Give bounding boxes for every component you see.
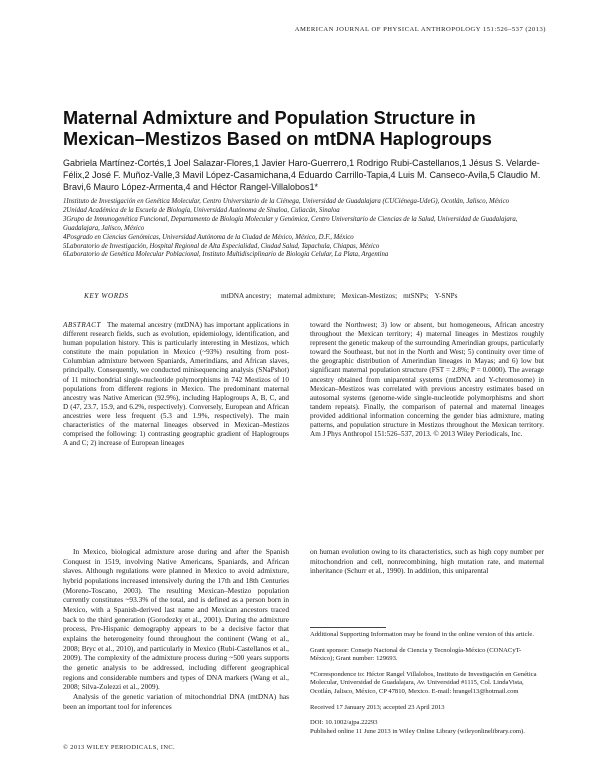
abstract-left — [63, 321, 289, 448]
footnote-grant: Grant sponsor: Consejo Nacional de Ciencia y Tecnología-México (CONACyT-México); Grant number: 129693. — [310, 646, 522, 663]
affiliations — [63, 198, 543, 260]
keywords — [84, 292, 544, 302]
abstract-label: ABSTRACT — [63, 321, 101, 329]
footnote-divider — [310, 627, 386, 628]
abstract-copyright: © 2013 Wiley Periodicals, Inc. — [433, 430, 523, 439]
abstract-text-cont: toward the Northwest; 3) low or absent, but homogeneous, African ancestry throughout the Mexican territory; 4) maternal lineages in Mestizos roughly represent the genetic makeup of the surrounding Amerindian groups, particularly toward the Southeast, but not in the North and West; 5) continuity over time of the geographic distribution of Amerindian lineages in Mayas; and 6) low but significant maternal population structure (FST = 2.8%; P = 0.0000). The average ancestry obtained from uniparental systems (mtDNA and Y-chromosome) in Mexican–Mestizos was correlated with previous ancestry estimates based on autosomal systems (genome-wide single-nucleotide polymorphisms and short tandem repeats). Finally, the comparison of paternal and maternal lineages provided additional information concerning the gender bias admixture, mating patterns, and population structure in Mestizos throughout the Mexican territory. Am J Phys Anthropol 151:526–537, 2013. — [310, 321, 544, 439]
keywords-label: KEY WORDS — [84, 292, 129, 300]
keywords-list — [221, 292, 541, 302]
footnotes — [310, 631, 544, 743]
affiliation: 2Unidad Académica de la Escuela de Biología, Universidad Autónoma de Sinaloa, Culiacán, Sinaloa — [63, 206, 340, 214]
keyword: Y-SNPs — [434, 292, 458, 300]
affiliation: 5Laboratorio de Investigación, Hospital Regional de Alta Especialidad, Ciudad Salud, Tapachula, Chiapas, México — [63, 242, 380, 250]
affiliation: 1Instituto de Investigación en Genética Molecular, Centro Universitario de la Ciénega, Universidad de Guadalajara (CUCiénega-UdeG), Ocotlán, Jalisco, México — [63, 198, 509, 205]
body-paragraph: on human evolution owing to its characteristics, such as high copy number per mitochondrion and cell, nonrecombining, high mutation rate, and maternal inheritance (Schurr et al., 1990). In addition, this uniparental — [310, 547, 544, 576]
abstract-right — [310, 321, 544, 439]
keyword: mtSNPs; — [403, 292, 429, 300]
keyword: mtDNA ancestry; — [221, 292, 272, 300]
keyword: Mexican-Mestizos; — [341, 292, 398, 300]
footnote-received: Received 17 January 2013; accepted 23 April 2013 — [310, 703, 445, 711]
footnote-doi: DOI: 10.1002/ajpa.22293 — [310, 719, 378, 727]
page-copyright: © 2013 WILEY PERIODICALS, INC. — [63, 744, 175, 751]
abstract-text: The maternal ancestry (mtDNA) has important applications in different research fields, such as evolution, epidemiology, identification, and human population history. This is particularly interesting in Mestizos, which constitute the main population in Mexico (~93%) resulting from post-Columbian admixture between Spaniards, Amerindians, and African slaves, principally. Consequently, we conducted minisequencing analysis (SNaPshot) of 11 mitochondrial single-nucleotide polymorphisms in 742 Mestizos of 10 populations from different regions in Mexico. The predominant maternal ancestry was Native American (92.9%), including Haplogroups A, B, C, and D (47, 23.7, 15.9, and 6.2%, respectively). Conversely, European and African ancestries were less frequent (5.3 and 1.9%, respectively). The main characteristics of the maternal lineages observed in Mexican–Mestizos comprised the following: 1) contrasting geographic gradient of Haplogroups A and C; 2) increase of European lineages — [63, 321, 289, 448]
affiliation: 3Grupo de Inmunogenética Funcional, Departamento de Biología Molecular y Genómica, Centro Universitario de Ciencias de la Salud, Universidad de Guadalajara, Guadalajara, Jalisco, México — [63, 215, 518, 232]
body-paragraph: Analysis of the genetic variation of mitochondrial DNA (mtDNA) has been an important tool for inferences — [63, 691, 289, 711]
footnote-correspondence: *Correspondence to: Héctor Rangel Villalobos, Instituto de Investigación en Genética Molecular, Universidad de Guadalajara, Av. Universidad #1115, Col. LindaVista, Ocotlán, Jalisco, México, CP 47810, Mexico. E-mail: hrangel13@hotmail.com — [310, 670, 537, 695]
footnote-published: Published online 11 June 2013 in Wiley Online Library (wileyonlinelibrary.com). — [310, 727, 525, 735]
article-title: Maternal Admixture and Population Structure in Mexican–Mestizos Based on mtDNA Haplogroups — [63, 108, 492, 149]
author-list: Gabriela Martínez-Cortés,1 Joel Salazar-Flores,1 Javier Haro-Guerrero,1 Rodrigo Rubi-Castellanos,1 Jésus S. Velarde-Félix,2 José F. Muñoz-Valle,3 Mavil López-Casamichana,4 Eduardo Carrillo-Tapia,4 Luis M. Canseco-Avila,5 Claudio M. Bravi,6 Mauro López-Armenta,4 and Héctor Rangel-Villalobos1* — [63, 158, 541, 193]
journal-header: AMERICAN JOURNAL OF PHYSICAL ANTHROPOLOGY 151:526–537 (2013) — [294, 26, 546, 33]
footnote-supporting: Additional Supporting Information may be found in the online version of this article. — [310, 631, 534, 638]
affiliation: 4Posgrado en Ciencias Genómicas, Universidad Autónoma de la Ciudad de México, México, D.F., México — [63, 233, 354, 241]
keyword: maternal admixture; — [277, 292, 336, 300]
body-column-right — [310, 547, 544, 576]
body-column-left — [63, 547, 289, 711]
affiliation: 6Laboratorio de Genética Molecular Poblacional, Instituto Multidisciplinario de Biología Celular, La Plata, Argentina — [63, 251, 389, 259]
body-paragraph: In Mexico, biological admixture arose during and after the Spanish Conquest in 1519, involving Native Americans, Spaniards, and African slaves. Although regulations were planned in Mexico to avoid admixture, hybrid populations increased intensively during the 17th and 18th Centuries (Moreno-Toscano, 2003). The resulting Mexican–Mestizo population currently constitutes ~93.3% of the total, and is defined as a person born in Mexico, with a Spanish-derived last name and Mexican ancestors traced back to the third generation (Gorodezky et al., 2001). During the admixture process, Pre-Hispanic demography appears to be a decisive factor that explains the heterogeneity found throughout the continent (Wang et al., 2008; Bryc et al., 2010), and particularly in Mexico (Rubi-Castellanos et al., 2009). The complexity of the admixture process during ~500 years supports the genetic analysis to be addressed, including different geographical regions and considerable numbers and types of DNA markers (Wang et al., 2008; Silva-Zolezzi et al., 2009). — [63, 547, 289, 692]
